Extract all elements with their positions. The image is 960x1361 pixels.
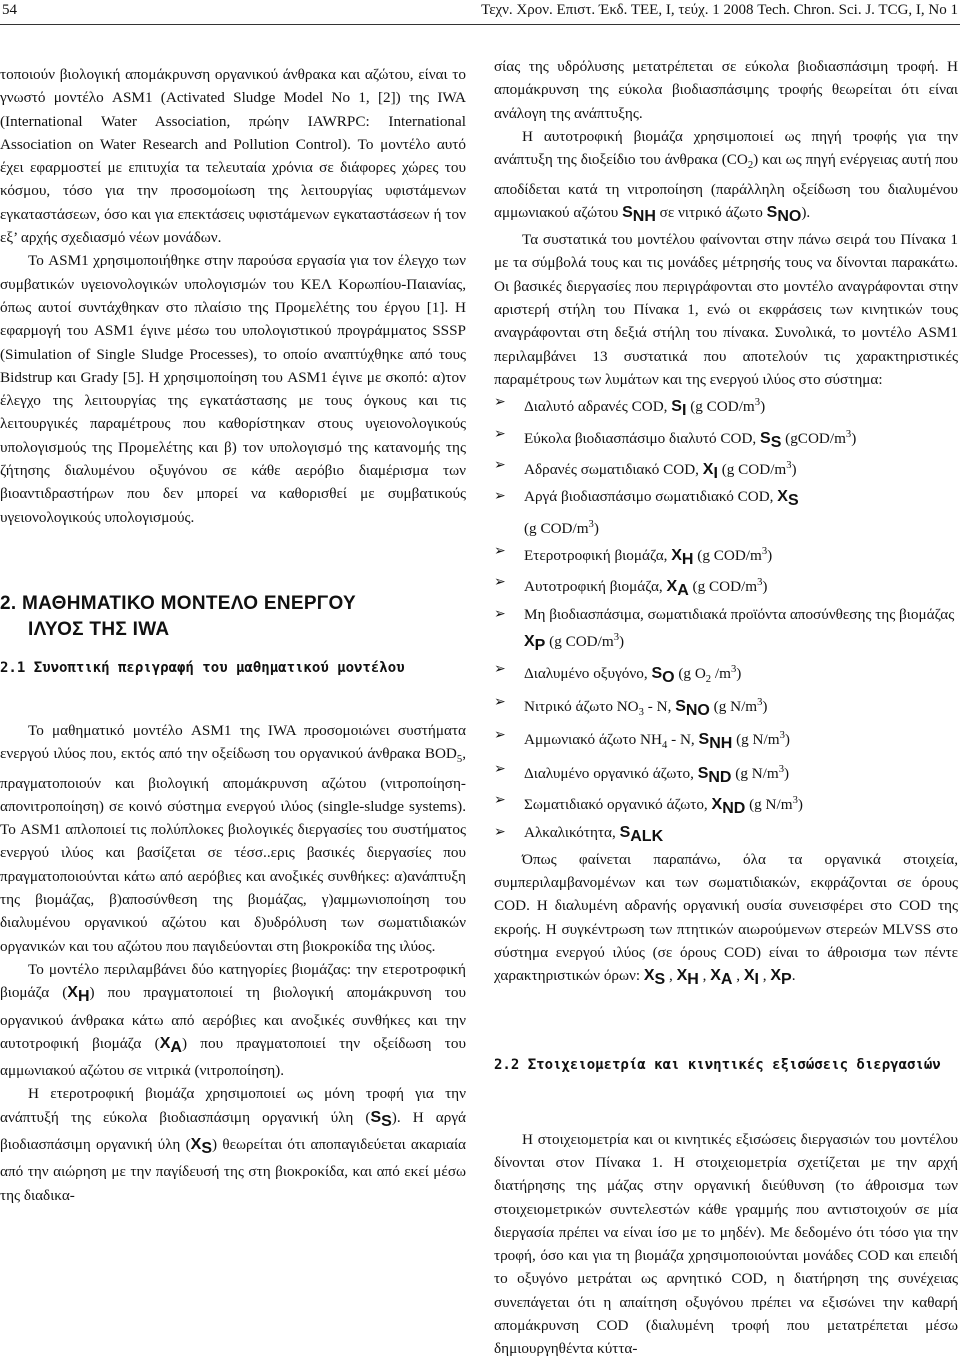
list-item: ➢ Διαλυμένο οργανικό άζωτο, $S_{ND}$ (g $N/m^3$) [494,758,958,789]
arrow-bullet-icon: ➢ [494,661,506,677]
arrow-bullet-icon: ➢ [494,824,506,840]
symbol: X [702,461,714,479]
symbol: X [666,578,678,596]
symbol: S [697,764,709,782]
symbol: X [671,547,682,565]
page-number: 54 [2,2,17,18]
symbol: X [743,967,755,985]
symbol: S [698,731,710,749]
symbol: S [651,664,663,682]
paragraph: Η ετεροτροφική βιομάζα χρησιμοποιεί ως μόνη τροφή για την ανάπτυξή της εύκολα βιοδιασπάσιμη οργανική ύλη $(S_S)$. Η αργά βιοδιασπάσιμη οργανική ύλη $(X_S)$ θεωρείται ότι αποπαγιδεύεται ακαριαία από την αιώρηση με την παγίδευσή της στη βιοκροκίδα, και από εκεί μέσω της διαδικα- [0,1085,467,1204]
list-item: ➢ Ετεροτροφική βιομάζα, $X_H$ (g COD/$m^3$) [494,540,958,571]
arrow-bullet-icon: ➢ [494,426,506,442]
paragraph: Όπως φαίνεται παραπάνω, όλα τα οργανικά στοιχεία, συμπεριλαμβανομένων και των σωματιδιακών, εκφράζονται σε όρους COD. Η διαλυμένη αδρανής οργανική ουσία συνεισφέρει στο COD της εκροής. Η συγκέντρωση των πτητικών αιωρούμενων στερεών MLVSS στο σύστημα ενεργού ιλύος (σε όρους COD) είναι το άθροισμα των πέντε χαρακτηριστικών όρων: $X_S$ , $X_H$ , $X_A$ , $X_I$ , $X_P$. [494,850,958,989]
paragraph: Το μοντέλο περιλαμβάνει δύο κατηγορίες βιομάζας: την ετεροτροφική βιομάζα $(X_H)$ που πραγματοποιεί τη βιολογική απομάκρυνση του οργανικού άνθρακα κάτω από αερόβιες και ανοξικές συνθήκες και την αυτοτροφική βιομάζα $(X_A)$ που πραγματοποιεί την οξείδωση του αμμωνιακού αζώτου σε νιτρικά (νιτροποίηση). [0,960,467,1080]
arrow-bullet-icon: ➢ [494,728,506,744]
symbol: X [711,796,723,814]
paragraph: τοποιούν βιολογική απομάκρυνση οργανικού άνθρακα και αζώτου, είναι το γνωστό μοντέλο ASM1 (Activated Sludge Model No 1, [2]) της IWA (International Water Association, πρώην IAWRPC: International Association on Water Research and Pollution Control). Το μοντέλο αυτό έχει εφαρμοστεί με επιτυχία τα τελευταία χρόνια σε διάφορες χώρες του κόσμου, τόσο για την προσομοίωση της λειτουργίας υφιστάμενων εγκαταστάσεων, όσο και για επεκτάσεις υφιστάμενων εγκαταστάσεων ή τον εξ’ αρχής σχεδιασμό νέων μονάδων. [0,66,466,247]
paragraph: Το ASM1 χρησιμοποιήθηκε στην παρούσα εργασία για τον έλεγχο των συμβατικών υγειονολογικών υπολογισμών του ΚΕΛ Κορωπίου-Παιανίας, όπως αυτοί συντάχθηκαν στο πλαίσιο της Προμελέτης του έργου [1]. Η εφαρμογή του ASM1 έγινε μέσω του υπολογιστικού προγράμματος SSSP (Simulation of Single Sludge Processes), το οποίο αναπτύχθηκε από τους Bidstrup και Grady [5]. Η χρησιμοποίηση του ASM1 έγινε με σκοπό: α)τον έλεγχο της λειτουργίας της εγκατάστασης με τους όγκους και τις λειτουργικές παραμέτρους που καθορίστηκαν στους υγειονολογικούς υπολογισμούς της Προμελέτης και β) τον υπολογισμό της κατανομής της ζήτησης διαλυμένου οξυγόνου σε κάθε αερόβιο διαμέρισμα των βιοαντιδραστήρων που δεν μπορεί να καθορισθεί με συμβατικούς υγειονολογικούς υπολογισμούς. [0,252,466,526]
arrow-bullet-icon: ➢ [494,489,506,505]
symbol: X [676,967,688,985]
section-heading-line: ΙΛΥΟΣ ΤΗΣ IWA [28,618,170,640]
list-item: ➢ Μη βιοδιασπάσιμα, σωματιδιακά προϊόντα αποσύνθεσης της βιομάζας $X_P$ (g COD/$m^3$) [494,603,958,658]
arrow-bullet-icon: ➢ [494,395,506,411]
left-column [0,55,466,1207]
subsection-heading: 2.1 Συνοπτική περιγραφή του μαθηματικού μοντέλου [0,659,405,676]
right-column [494,55,958,1361]
arrow-bullet-icon: ➢ [494,761,506,777]
page-header [0,0,960,28]
paragraph: σίας της υδρόλυσης μετατρέπεται σε εύκολα βιοδιασπάσιμη τροφή. Η απομάκρυνση της εύκολα βιοδιασπάσιμης τροφής θεωρείται ότι είναι ανάλογη της ανάπτυξης. [494,58,958,122]
arrow-bullet-icon: ➢ [494,575,506,591]
symbol: S [619,823,631,841]
symbol: S [760,429,771,447]
paragraph: Η αυτοτροφική βιομάζα χρησιμοποιεί ως πηγή τροφής για την ανάπτυξη της διοξείδιο του άνθρακα $(CO_2)$ και ως πηγή ενέργειας αυτή που αποδίδεται κατά τη νιτροποίηση (παράλληλη οξείδωση του διαλυμένου αμμωνιακού αζώτου $S_{NH}$ σε νιτρικό άζωτο $S_{NO}$). [494,127,958,225]
symbol: X [710,967,721,985]
paragraph: Τα συστατικά του μοντέλου φαίνονται στην πάνω σειρά του Πίνακα 1 με τα σύμβολά τους και τις μονάδες μέτρησής τους να δίνονται παρακάτω. Οι βασικές διεργασίες που περιγράφονται στο μοντέλο αναγράφονται στην αριστερή στήλη του Πίνακα 1, ενώ οι εκφράσεις των κινητικών τους αναγράφονται στη δεξιά στήλη του πίνακα. Συνολικά, το μοντέλο ASM1 περιλαμβάνει 13 συστατικά που αποτελούν τις χαρακτηριστικές παραμέτρους των λυμάτων και της ενεργού ιλύος στο σύστημα: [494,231,958,388]
arrow-bullet-icon: ➢ [494,606,506,622]
list-item: ➢ Διαλυτό αδρανές COD, $S_I$ (g COD/$m^3$) [494,391,958,422]
list-item: ➢ Σωματιδιακό οργανικό άζωτο, $X_{ND}$ (g $N/m^3$) [494,789,958,820]
list-item: ➢ Εύκολα βιοδιασπάσιμο διαλυτό COD, $S_S$ $(gCOD/m^3)$ [494,423,958,454]
header-rule [0,24,960,25]
arrow-bullet-icon: ➢ [494,694,506,710]
list-item: ➢ Αλκαλικότητα, $S_{ALK}$ [494,821,958,848]
subsection-heading: 2.2 Στοιχειομετρία και κινητικές εξισώσεις διεργασιών [494,1056,941,1073]
list-item: ➢ Διαλυμένο οξυγόνο, $S_O$ (g $O_2$ $/m^3$) [494,658,958,691]
list-item: ➢ Αυτοτροφική βιομάζα, $X_A$ (g COD/$m^3$) [494,571,958,602]
list-item: ➢ Αμμωνιακό άζωτο $NH_4$ - N, $S_{NH}$ (g $N/m^3$) [494,724,958,757]
symbol: X [770,967,782,985]
journal-reference: Τεχν. Χρον. Επιστ. Έκδ. ΤΕΕ, I, τεύχ. 1 2008 Tech. Chron. Sci. J. TCG, I, No 1 [481,2,958,18]
list-item: ➢ Νιτρικό άζωτο $NO_3$ - N, $S_{NO}$ (g $N/m^3$) [494,691,958,724]
arrow-bullet-icon: ➢ [494,458,506,473]
section-heading [0,591,466,643]
paragraph: Η στοιχειομετρία και οι κινητικές εξισώσεις διεργασιών του μοντέλου δίνονται στον Πίνακα 1. Η στοιχειομετρία σχετίζεται με την αρχή διατήρησης της μάζας στην οργανική διεύθυνση (το άθροισμα των στοιχειομετρικών συντελεστών κάθε γραμμής που αντιστοιχούν σε μία διεργασία πρέπει να είναι ίσο με το μηδέν). Με δεδομένο ότι τόσο για την τροφή, όσο και για τη βιομάζα χρησιμοποιούνται μονάδες COD και επειδή το οξυγόνο μετράται ως αρνητικό COD, η διατήρηση της συνέχειας συνεπάγεται ότι η απαίτηση οξυγόνου πρέπει να εξισώνει την καθαρή απομάκρυνση COD (διαλυμένη τροφή που μετατρέπεται μέσω δημιουργηθέντα κύττα- [494,1130,958,1358]
list-item: ➢ Αργά βιοδιασπάσιμο σωματιδιακό COD, $X_S$ (g COD/$m^3$) [494,485,958,540]
symbol: S [671,398,682,416]
symbol: X [524,633,535,651]
arrow-bullet-icon: ➢ [494,544,506,560]
symbol: X [643,967,655,985]
component-list [494,391,958,848]
list-item: ➢ Αδρανές σωματιδιακό COD, $X_I$ (g COD/$m^3$) [494,454,958,485]
symbol: S [675,698,686,715]
section-heading-line: 2. ΜΑΘΗΜΑΤΙΚΟ ΜΟΝΤΕΛΟ ΕΝΕΡΓΟΥ [0,592,357,614]
symbol: X [777,488,788,506]
paragraph: Το μαθηματικό μοντέλο ASM1 της IWA προσομοιώνει συστήματα ενεργού ιλύος που, εκτός από την οξείδωση του οργανικού άνθρακα $BOD_5$, πραγματοποιούν και βιολογική απομάκρυνση αζώτου (νιτροποίηση-απονιτροποίηση) σε κοινό σύστημα ενεργού ιλύος (single-sludge systems). Το ASM1 απλοποιεί τις πολύπλοκες βιολογικές διεργασίες του συστήματος ενεργού ιλύος και βασίζεται σε τέσσ..ερις βασικές διεργασίες που πραγματοποιούνται κάτω από αερόβιες και ανοξικές συνθήκες: α)ανάπτυξη της βιομάζας, β)αποσύνθεση της βιομάζας, γ)αμμωνιοποίηση του διαλυμένου οργανικού αζώτου και δ)υδρόλυση των σωματιδιακών οργανικών και του αζώτου που παγιδεύονται στη βιοκροκίδα της ιλύος. [0,721,466,955]
arrow-bullet-icon: ➢ [494,793,506,809]
